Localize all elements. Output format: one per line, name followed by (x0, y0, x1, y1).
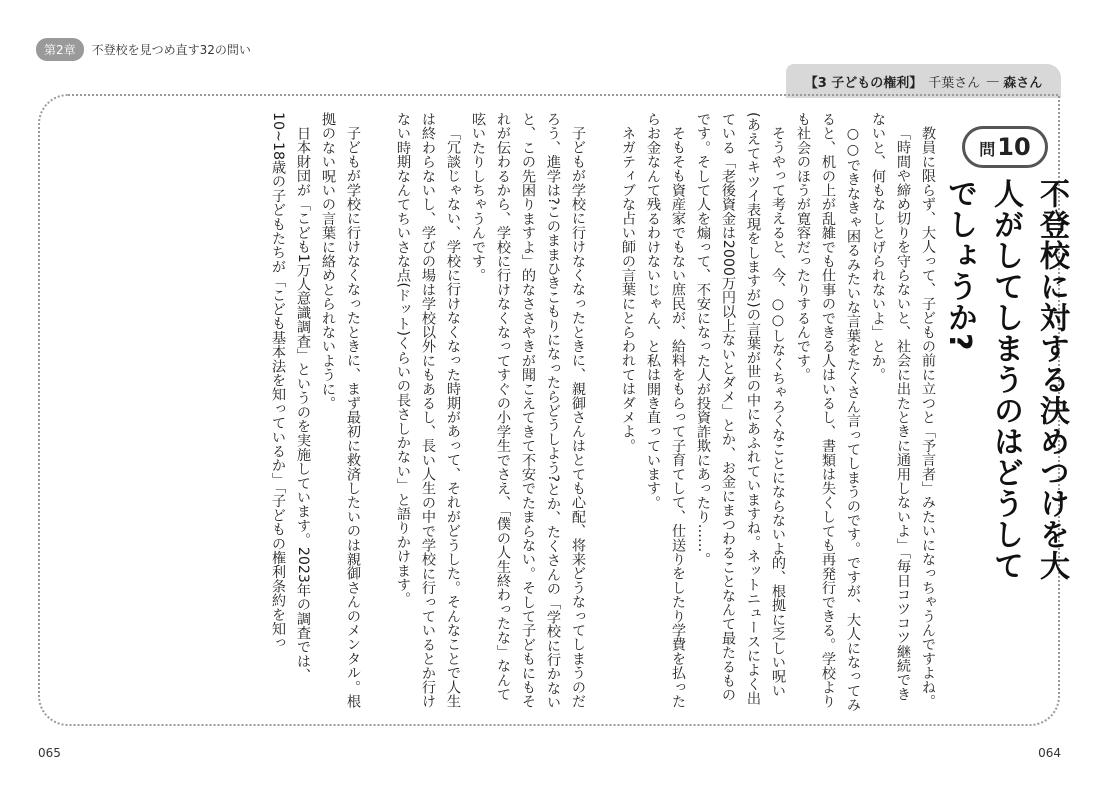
topic-from: 千葉さん (928, 75, 981, 91)
topic-tab (786, 64, 1061, 98)
body-text (160, 112, 940, 712)
question-prefix: 問 (979, 140, 996, 159)
paragraph: 「冗談じゃない、学校に行けなくなった時期があって、それがどうした。そんなことで人生は終わらないし、学びの場は学校以外にもあるし、長い人生の中で学校に行っているとか行けない時期なんてちいさな点(ドット)くらいの長さしかない」と語りかけます。 (395, 112, 461, 709)
paragraph: そもそも資産家でもない庶民が、給料をもらって子育てして、仕送りをしたり学費を払ったらお金なんて残るわけないじゃん、と私は開き直っています。 (645, 112, 686, 709)
page-number-right: 064 (1038, 746, 1061, 760)
paragraph: 子どもが学校に行けなくなったときに、親御さんはとても心配、将来どうなってしまうのだろう、進学は?このままひきこもりになったらどうしよう?とか、たくさんの「学校に行かないと、この先困りますよ」的なささやきが聞こえてきて不安でたまらない。そして子どもにもそれが伝わるから、学校に行けなくなってすぐの小学生でさえ、「僕の人生終わったな」なんて呟いたりしちゃうんです。 (470, 112, 586, 710)
question-column (942, 112, 1069, 598)
chapter-header (36, 38, 251, 61)
page-content (60, 112, 1069, 712)
arrow-icon: — (986, 73, 998, 89)
paragraph: ○○できなきゃ困るみたいな言葉をたくさん言ってしまうのです。ですが、大人になってみると、机の上が乱雑でも仕事のできる人はいるし、書類は失くしても再発行できる。学校よりも社会のほうが寛容だったりするんです。 (795, 112, 861, 712)
chapter-badge: 第2章 (36, 38, 84, 61)
chapter-title: 不登校を見つめ直す32の問い (91, 43, 251, 57)
paragraph: 「時間や締め切りを守らないと、社会に出たときに通用しないよ」「毎日コツコツ継続できないと、何もなしとげられないよ」とか。 (870, 112, 911, 702)
question-title: 不登校に対する決めつけを大人がしてしまうのはどうしてでしょうか? (942, 178, 1069, 581)
paragraph: 子どもが学校に行けなくなったときに、まず最初に救済したいのは親御さんのメンタル。根拠のない呪いの言葉に絡めとられないように。 (320, 112, 361, 709)
paragraph: 教員に限らず、大人って、子どもの前に立つと「予言者」みたいになっちゃうんですよね。 (920, 126, 936, 709)
page-number-left: 065 (38, 746, 61, 760)
paragraph: そうやって考えると、今、○○しなくちゃろくなことにならないよ的、根拠に乏しい呪い(あえてキツイ表現をしますが)の言葉が世の中にあふれていますね。ネットニュースによく出ている「老後資金は2000万円以上ないとダメ」とか、お金にまつわることなんて最たるものです。そして人を煽って、不安になった人が投資詐欺にあったり……。 (695, 112, 786, 706)
question-number-badge (962, 126, 1047, 168)
paragraph: ネガティブな占い師の言葉にとらわれてはダメよ。 (620, 126, 636, 453)
paragraph: 日本財団が「こども1万人意識調査」というのを実施しています。2023年の調査では、10~18歳の子どもたちが「こども基本法を知っているか」「子どもの権利条約を知っ (270, 112, 311, 683)
question-number: 10 (997, 133, 1031, 161)
topic-tag: 【3 子どもの権利】 (804, 75, 923, 91)
topic-to: 森さん (1003, 75, 1043, 91)
